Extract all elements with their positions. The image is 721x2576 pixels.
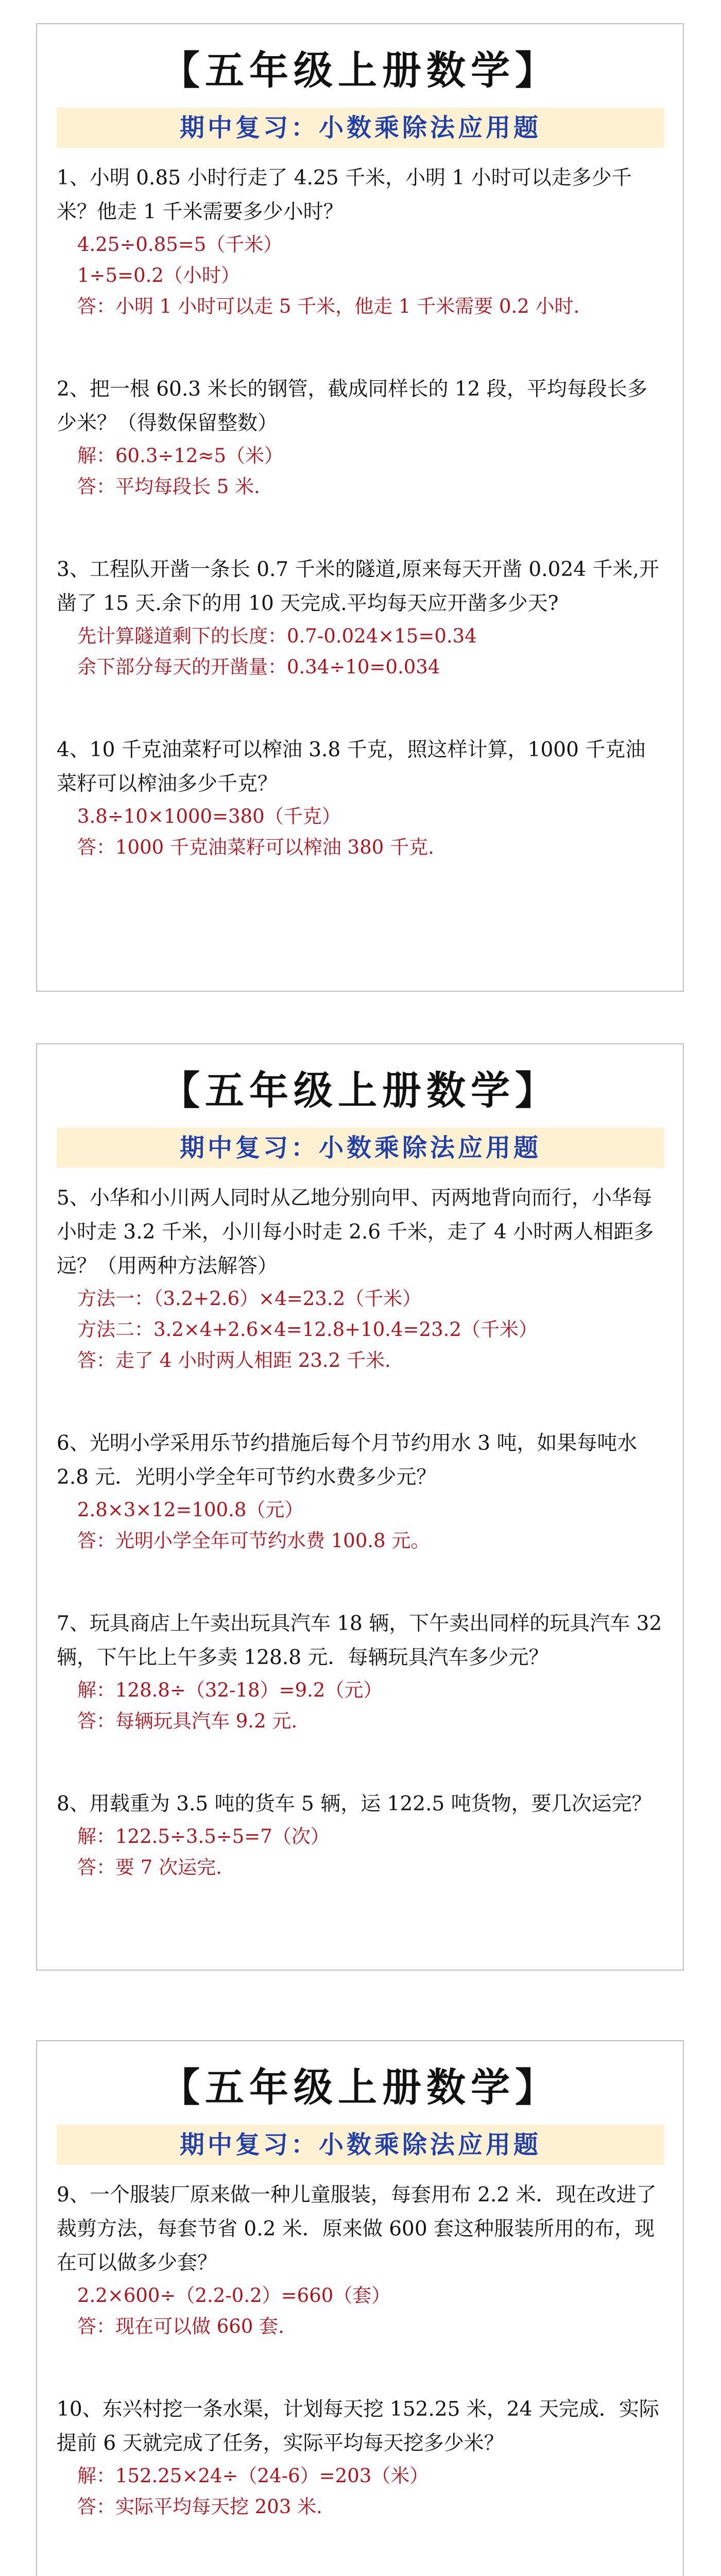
- worksheet-page-1: [36, 23, 684, 992]
- question-8: [57, 1787, 663, 1883]
- answer-line: 先计算隧道剩下的长度：0.7-0.024×15=0.34: [77, 625, 477, 647]
- answer-line: 答：要 7 次运完.: [77, 1856, 222, 1878]
- question-6: [57, 1427, 663, 1556]
- question-text: 8、用载重为 3.5 吨的货车 5 辆，运 122.5 吨货物，要几次运完？: [57, 1792, 652, 1816]
- answer-line: 答：现在可以做 660 套.: [77, 2315, 284, 2337]
- answer-line: 2.8×3×12=100.8（元）: [77, 1499, 304, 1521]
- answer-line: 答：走了 4 小时两人相距 23.2 千米.: [77, 1349, 391, 1371]
- answer-line: 3.8÷10×1000=380（千克）: [77, 805, 341, 827]
- page-title: 【五年级上册数学】: [161, 47, 559, 93]
- answer-line: 余下部分每天的开凿量：0.34÷10=0.034: [77, 656, 440, 678]
- answer-line: 1÷5=0.2（小时）: [77, 264, 240, 286]
- question-text: 10、东兴村挖一条水渠，计划每天挖 152.25 米，24 天完成．实际提前 6 天就完成了任务，实际平均每天挖多少米？: [57, 2398, 659, 2455]
- question-2: [57, 372, 663, 502]
- answer-line: 2.2×600÷（2.2-0.2）=660（套）: [77, 2284, 391, 2307]
- question-text: 9、一个服装厂原来做一种儿童服装，每套用布 2.2 米．现在改进了裁剪方法，每套节省 0.2 米．原来做 600 套这种服装所用的布，现在可以做多少套？: [57, 2183, 657, 2275]
- question-9: [57, 2178, 663, 2342]
- page-subtitle: 期中复习：小数乘除法应用题: [57, 2125, 664, 2165]
- answer-line: 答：每辆玩具汽车 9.2 元.: [77, 1710, 298, 1732]
- page-title: 【五年级上册数学】: [161, 2064, 559, 2110]
- question-11: [57, 2573, 663, 2576]
- answer-line: 解：152.25×24÷（24-6）=203（米）: [77, 2465, 429, 2487]
- answer-line: 方法一：（3.2+2.6）×4=23.2（千米）: [77, 1287, 422, 1310]
- answer-line: 方法二：3.2×4+2.6×4=12.8+10.4=23.2（千米）: [77, 1318, 538, 1341]
- question-5: [57, 1181, 663, 1376]
- answer-line: 答：光明小学全年可节约水费 100.8 元。: [77, 1530, 430, 1552]
- answer-line: 解：60.3÷12≈5（米）: [77, 445, 284, 467]
- question-text: [57, 2573, 663, 2576]
- question-4: [57, 733, 663, 863]
- answer-line: 答：1000 千克油菜籽可以榨油 380 千克.: [77, 836, 434, 858]
- question-text: 6、光明小学采用乐节约措施后每个月节约用水 3 吨，如果每吨水 2.8 元．光明小学全年可节约水费多少元？: [57, 1432, 638, 1489]
- question-10: [57, 2393, 663, 2522]
- question-1: [57, 161, 663, 322]
- worksheet-page-3: [36, 2040, 684, 2576]
- question-text: 4、10 千克油菜籽可以榨油 3.8 千克，照这样计算，1000 千克油菜籽可以榨油多少千克？: [57, 738, 646, 795]
- question-text: 1、小明 0.85 小时行走了 4.25 千米，小明 1 小时可以走多少千米？他走 1 千米需要多少小时？: [57, 166, 632, 224]
- question-7: [57, 1607, 663, 1737]
- question-text: 5、小华和小川两人同时从乙地分别向甲、丙两地背向而行，小华每小时走 3.2 千米，小川每小时走 2.6 千米，走了 4 小时两人相距多远？（用两种方法解答）: [57, 1187, 654, 1278]
- worksheet-page-2: [36, 1043, 684, 1971]
- page-title: 【五年级上册数学】: [161, 1067, 559, 1113]
- answer-line: 答：小明 1 小时可以走 5 千米，他走 1 千米需要 0.2 小时.: [77, 295, 580, 317]
- question-text: 7、玩具商店上午卖出玩具汽车 18 辆，下午卖出同样的玩具汽车 32 辆，下午比上午多卖 128.8 元．每辆玩具汽车多少元？: [57, 1612, 662, 1669]
- question-text: 3、工程队开凿一条长 0.7 千米的隧道,原来每天开凿 0.024 千米,开凿了 15 天.余下的用 10 天完成.平均每天应开凿多少天?: [57, 558, 659, 615]
- answer-line: 解：122.5÷3.5÷5=7（次）: [77, 1825, 330, 1848]
- question-3: [57, 553, 663, 683]
- answer-line: 答：实际平均每天挖 203 米.: [77, 2496, 322, 2518]
- answer-line: 答：平均每段长 5 米.: [77, 476, 260, 498]
- page-subtitle: 期中复习：小数乘除法应用题: [57, 1128, 664, 1168]
- question-text: 2、把一根 60.3 米长的钢管，截成同样长的 12 段，平均每段长多少米？（得数保留整数）: [57, 378, 647, 435]
- answer-line: 解：128.8÷（32-18）=9.2（元）: [77, 1679, 383, 1701]
- page-subtitle: 期中复习：小数乘除法应用题: [57, 108, 664, 148]
- answer-line: 4.25÷0.85=5（千米）: [77, 233, 283, 256]
